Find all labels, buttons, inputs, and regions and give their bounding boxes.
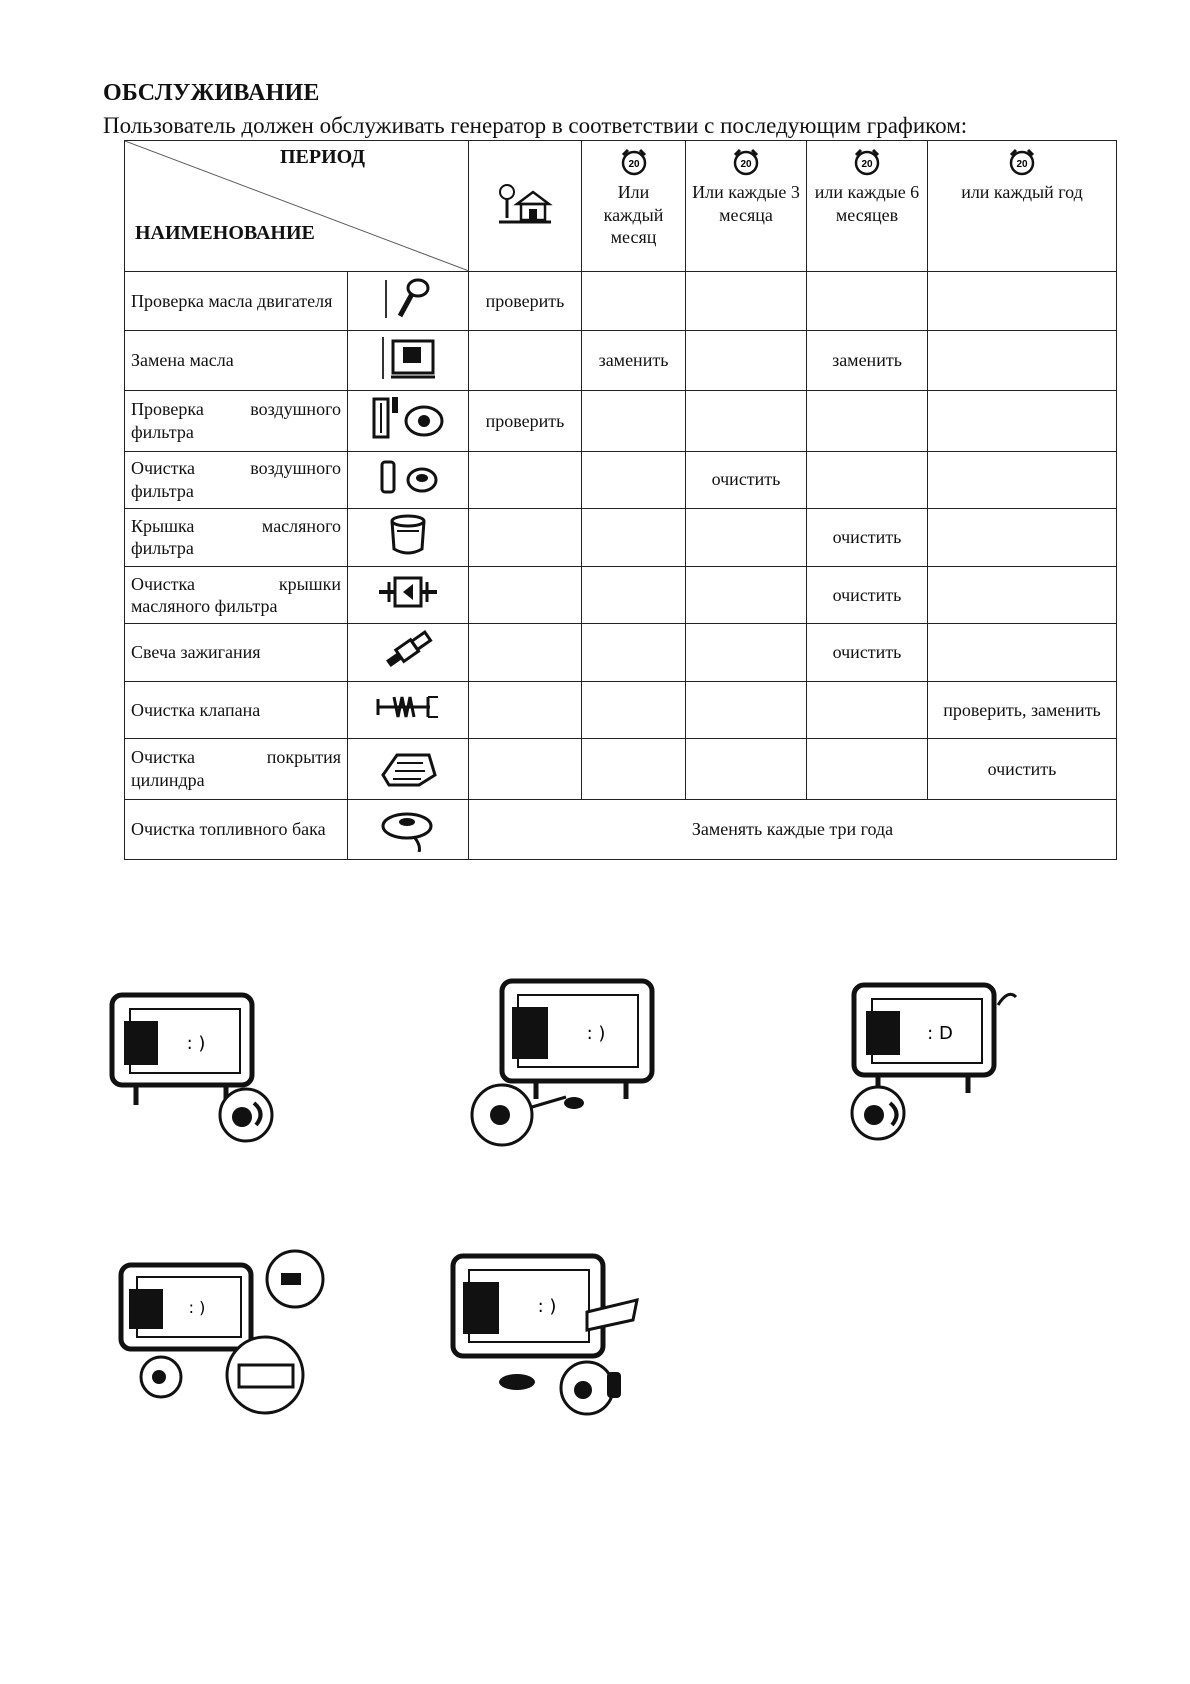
- period-header-year: [928, 141, 1117, 272]
- cell-daily: [469, 567, 582, 624]
- cell-6months: очистить: [807, 508, 928, 567]
- cell-daily: [469, 739, 582, 800]
- cell-month: [582, 624, 686, 682]
- period-label-6months: или каждые 6 месяцев: [814, 182, 920, 225]
- table-row: [125, 330, 1117, 391]
- cell-year: проверить, заменить: [928, 682, 1117, 739]
- cell-merged: Заменять каждые три года: [469, 799, 1117, 860]
- table-row: [125, 508, 1117, 567]
- cell-6months: [807, 682, 928, 739]
- alarm-clock-icon: [731, 147, 761, 177]
- cell-6months: очистить: [807, 624, 928, 682]
- alarm-clock-icon: [619, 147, 649, 177]
- svg-text:: ): : ): [586, 1023, 606, 1044]
- period-header-daily: [469, 141, 582, 272]
- cell-month: [582, 451, 686, 508]
- maintenance-schedule-table: [124, 140, 1117, 860]
- row-name: Очистка крышки масляного фильтра: [125, 567, 348, 624]
- cell-month: [582, 508, 686, 567]
- cell-6months: [807, 739, 928, 800]
- table-header-row: [125, 141, 1117, 272]
- page-title: ОБСЛУЖИВАНИЕ: [103, 80, 320, 106]
- row-name: Очистка топливного бака: [125, 799, 348, 860]
- cell-year: [928, 272, 1117, 331]
- cell-6months: очистить: [807, 567, 928, 624]
- row-name: Проверка масла двигателя: [125, 272, 348, 331]
- cell-year: [928, 508, 1117, 567]
- air-filter-element-icon: [348, 451, 469, 508]
- svg-text:20: 20: [861, 159, 873, 170]
- fuel-filter-icon: [348, 567, 469, 624]
- intro-text: Пользователь должен обслуживать генератор в соответствии с последующим графиком:: [103, 113, 968, 138]
- row-name: Очистка покрытия цилиндра: [125, 739, 348, 800]
- cell-month: [582, 567, 686, 624]
- cylinder-cover-icon: [348, 739, 469, 800]
- spark-plug-icon: [348, 624, 469, 682]
- cell-month: [582, 391, 686, 452]
- svg-text:20: 20: [627, 159, 640, 170]
- cell-6months: [807, 272, 928, 331]
- cell-month: [582, 739, 686, 800]
- generator-oil-cap-illustration: [848, 975, 1028, 1145]
- table-row: [125, 799, 1117, 860]
- cell-month: [582, 682, 686, 739]
- svg-text:: ): : ): [188, 1298, 206, 1317]
- cell-year: [928, 451, 1117, 508]
- generator-oil-pan-illustration: [115, 1245, 335, 1415]
- cell-3months: [686, 391, 807, 452]
- cell-daily: [469, 451, 582, 508]
- cell-daily: [469, 508, 582, 567]
- svg-text:: D: : D: [927, 1023, 953, 1044]
- table-row: [125, 739, 1117, 800]
- cell-year: [928, 624, 1117, 682]
- cell-daily: проверить: [469, 391, 582, 452]
- row-name: Замена масла: [125, 330, 348, 391]
- house-tree-icon: [495, 182, 555, 228]
- oil-filter-cap-icon: [348, 508, 469, 567]
- period-header-month: [582, 141, 686, 272]
- row-name: Свеча зажигания: [125, 624, 348, 682]
- oil-dipstick-icon: [348, 272, 469, 331]
- period-header-3months: [686, 141, 807, 272]
- name-label: НАИМЕНОВАНИЕ: [135, 222, 315, 244]
- row-name: Очистка клапана: [125, 682, 348, 739]
- cell-3months: очистить: [686, 451, 807, 508]
- cell-6months: заменить: [807, 330, 928, 391]
- cell-6months: [807, 391, 928, 452]
- cell-3months: [686, 682, 807, 739]
- table-row: [125, 451, 1117, 508]
- corner-header-cell: [125, 141, 469, 272]
- cell-daily: проверить: [469, 272, 582, 331]
- generator-oil-drain-illustration: [106, 975, 286, 1145]
- period-label-month: Или каждый месяц: [603, 182, 664, 247]
- svg-text:: ): : ): [537, 1296, 557, 1317]
- fuel-tank-icon: [348, 799, 469, 860]
- table-row: [125, 624, 1117, 682]
- cell-daily: [469, 330, 582, 391]
- generator-drain-bolt-illustration: [466, 975, 666, 1155]
- cell-month: [582, 272, 686, 331]
- cell-daily: [469, 682, 582, 739]
- air-filter-icon: [348, 391, 469, 452]
- table-row: [125, 567, 1117, 624]
- cell-year: [928, 391, 1117, 452]
- alarm-clock-icon: [852, 147, 882, 177]
- cell-3months: [686, 508, 807, 567]
- generator-oil-fill-illustration: [447, 1240, 647, 1420]
- cell-3months: [686, 272, 807, 331]
- table-row: [125, 682, 1117, 739]
- engine-oil-icon: [348, 330, 469, 391]
- svg-text:20: 20: [740, 159, 752, 170]
- period-header-6months: [807, 141, 928, 272]
- cell-3months: [686, 624, 807, 682]
- period-label-year: или каждый год: [961, 182, 1083, 202]
- period-label: ПЕРИОД: [280, 146, 365, 168]
- table-row: [125, 391, 1117, 452]
- cell-3months: [686, 567, 807, 624]
- valve-icon: [348, 682, 469, 739]
- svg-text:20: 20: [1016, 159, 1028, 170]
- svg-text:: ): : ): [186, 1033, 206, 1054]
- cell-3months: [686, 739, 807, 800]
- row-name: Крышка масляного фильтра: [125, 508, 348, 567]
- cell-month: заменить: [582, 330, 686, 391]
- cell-year: [928, 567, 1117, 624]
- period-label-3months: Или каждые 3 месяца: [692, 182, 800, 225]
- cell-3months: [686, 330, 807, 391]
- alarm-clock-icon: [1007, 147, 1037, 177]
- row-name: Очистка воздушного фильтра: [125, 451, 348, 508]
- cell-year: [928, 330, 1117, 391]
- cell-year: очистить: [928, 739, 1117, 800]
- row-name: Проверка воздушного фильтра: [125, 391, 348, 452]
- table-row: [125, 272, 1117, 331]
- cell-daily: [469, 624, 582, 682]
- cell-6months: [807, 451, 928, 508]
